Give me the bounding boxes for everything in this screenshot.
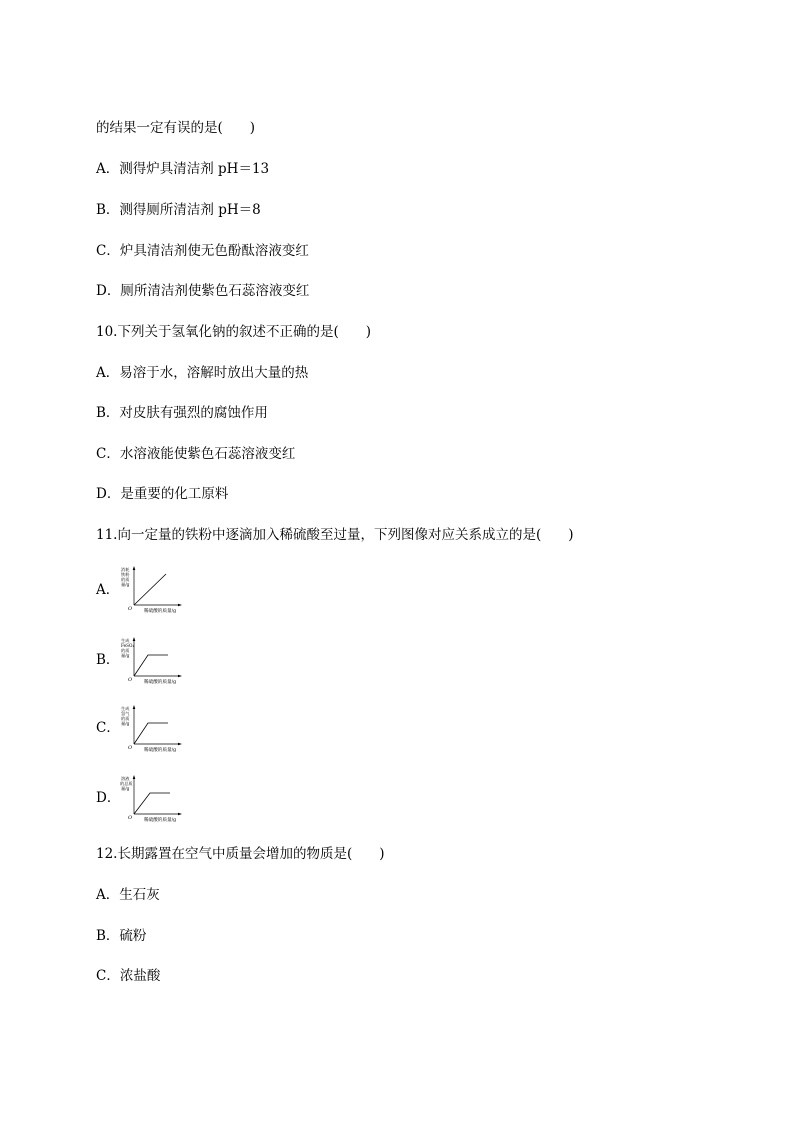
q9-stem-end: 的结果一定有误的是( ) [96,120,256,136]
ylabel-line: 量/g [121,786,130,791]
xlabel: 稀硫酸的质量/g [144,748,177,753]
y-axis-arrow [133,637,136,641]
q11-stem: 11.向一定量的铁粉中逐滴加入稀硫酸至过量，下列图像对应关系成立的是( ) [96,527,574,543]
q11-option-d-letter: D． [96,790,121,806]
ylabel-line: 量/g [121,653,130,658]
q10-option-a: A．易溶于水，溶解时放出大量的热 [96,365,309,381]
q9-option-c: C．炉具清洁剂使无色酚酞溶液变红 [96,243,309,259]
q12-stem: 12.长期露置在空气中质量会增加的物质是( ) [96,846,385,862]
ylabel-line: 量/g [121,582,130,587]
x-axis-arrow [178,743,182,746]
q10-option-d: D．是重要的化工原料 [96,486,229,502]
ylabel-line: 的总质 [120,781,133,786]
q11-graph-a [114,564,194,616]
q9-option-b: B．测得厕所清洁剂 pH＝8 [96,202,261,218]
q11-option-c-letter: C． [96,720,120,736]
ylabel-line: 消耗 [121,567,130,572]
y-axis-arrow [133,705,136,709]
q10-option-b: B．对皮肤有强烈的腐蚀作用 [96,405,268,421]
origin-label: O [128,745,133,751]
x-axis-arrow [178,675,182,678]
y-axis-arrow [133,566,136,570]
q11-graph-b [114,635,194,687]
q9-option-d: D．厕所清洁剂使紫色石蕊溶液变红 [96,283,310,299]
xlabel: 稀硫酸的质量/g [144,609,177,614]
q10-stem: 10.下列关于氢氧化钠的叙述不正确的是( ) [96,324,372,340]
ylabel-line: 氢气 [121,711,130,716]
q11-graph-c [114,703,194,755]
y-axis-arrow [133,775,136,779]
ylabel-line: 生成 [121,706,130,711]
origin-label: O [128,677,133,683]
xlabel: 稀硫酸的质量/g [144,680,177,685]
ylabel-line: 的质 [121,716,130,721]
xlabel: 稀硫酸的质量/g [144,818,177,823]
origin-label: O [128,606,133,612]
ylabel-line: 铁粉 [121,572,130,577]
q12-option-b: B．硫粉 [96,928,147,944]
ylabel-line: 生成 [121,638,130,643]
q9-option-a: A．测得炉具清洁剂 pH＝13 [96,161,270,177]
ylabel-line: 量/g [121,721,130,726]
curve [134,655,168,676]
ylabel-line: 的质 [121,577,130,582]
ylabel-line: 溶液 [121,776,130,781]
curve [134,723,168,744]
ylabel-line: 的质 [121,648,130,653]
x-axis-arrow [178,604,182,607]
q11-graph-d [114,773,194,825]
ylabel-line: FeSO₄ [121,643,135,648]
q11-option-a-letter: A． [96,582,120,598]
q12-option-c: C．浓盐酸 [96,968,161,984]
x-axis-arrow [178,813,182,816]
curve [134,793,170,814]
q12-option-a: A．生石灰 [96,887,160,903]
curve [134,574,166,605]
origin-label: O [128,815,133,821]
q11-option-b-letter: B． [96,652,120,668]
q10-option-c: C．水溶液能使紫色石蕊溶液变红 [96,446,296,462]
